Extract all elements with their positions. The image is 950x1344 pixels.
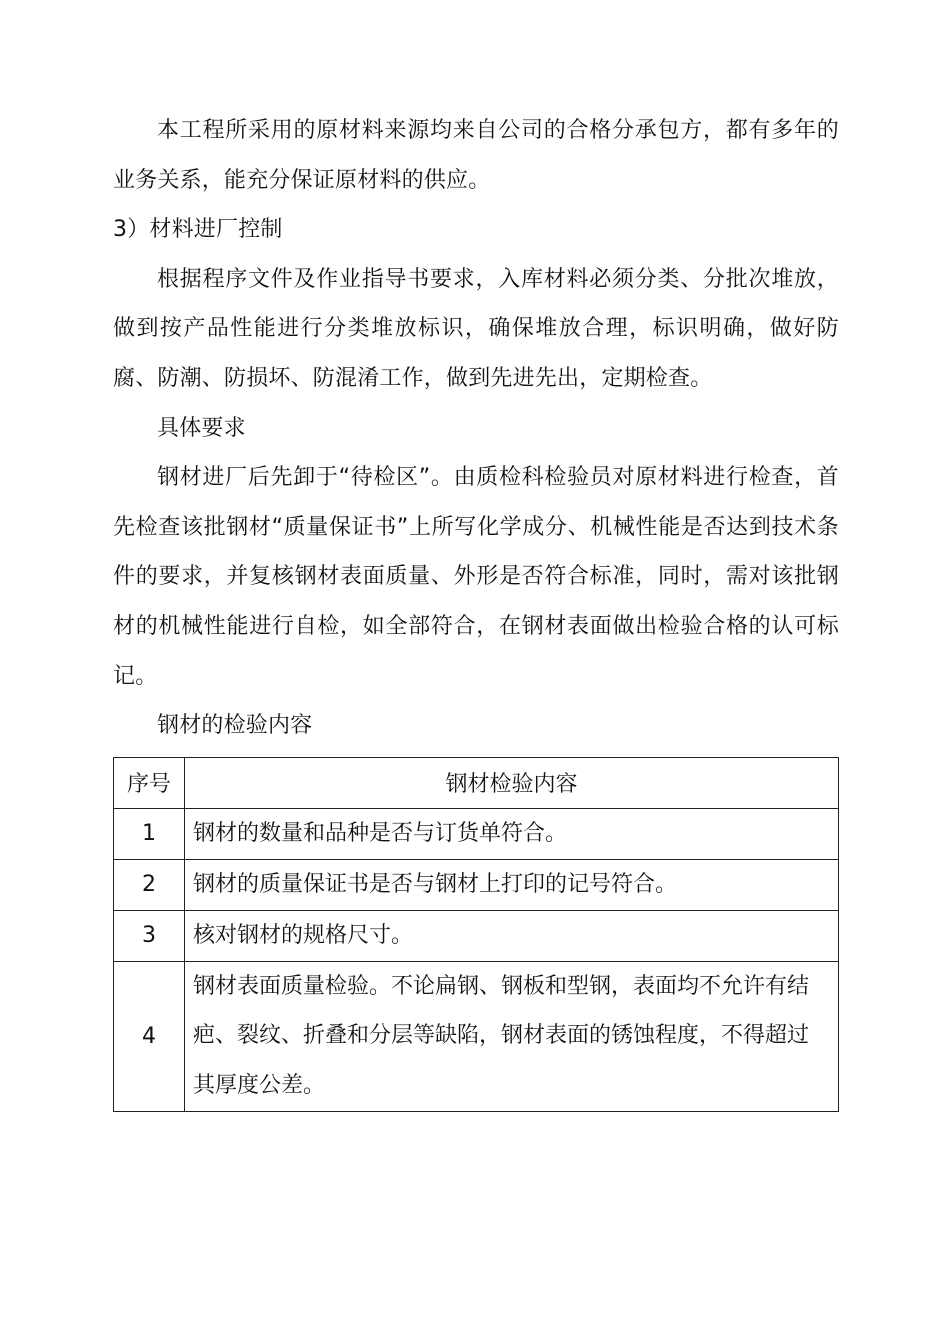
header-serial-number: 序号 xyxy=(114,757,185,808)
row-number: 4 xyxy=(114,961,185,1111)
table-row xyxy=(114,961,839,1111)
paragraph-raw-material-source: 本工程所采用的原材料来源均来自公司的合格分承包方，都有多年的业务关系，能充分保证原材料的供应。 xyxy=(113,118,839,193)
subheading-specific-requirements: 具体要求 xyxy=(157,415,246,441)
table-caption: 钢材的检验内容 xyxy=(157,713,313,739)
document-page xyxy=(113,106,839,1112)
row-content: 钢材的数量和品种是否与订货单符合。 xyxy=(185,808,839,859)
table-row xyxy=(114,910,839,961)
header-inspection-content: 钢材检验内容 xyxy=(185,757,839,808)
paragraph-storage-requirements: 根据程序文件及作业指导书要求，入库材料必须分类、分批次堆放，做到按产品性能进行分类堆放标识，确保堆放合理，标识明确，做好防腐、防潮、防损坏、防混淆工作，做到先进先出，定期检查。 xyxy=(113,266,839,391)
table-header-row xyxy=(114,757,839,808)
row-content: 钢材的质量保证书是否与钢材上打印的记号符合。 xyxy=(185,859,839,910)
row-content: 钢材表面质量检验。不论扁钢、钢板和型钢，表面均不允许有结疤、裂纹、折叠和分层等缺陷，钢材表面的锈蚀程度，不得超过其厚度公差。 xyxy=(185,961,839,1111)
section-heading-material-entry-control: 3）材料进厂控制 xyxy=(113,217,283,243)
table-row xyxy=(114,859,839,910)
paragraph-steel-inspection-procedure: 钢材进厂后先卸于“待检区”。由质检科检验员对原材料进行检查，首先检查该批钢材“质量保证书”上所写化学成分、机械性能是否达到技术条件的要求，并复核钢材表面质量、外形是否符合标准，同时，需对该批钢材的机械性能进行自检，如全部符合，在钢材表面做出检验合格的认可标记。 xyxy=(113,465,839,689)
row-content: 核对钢材的规格尺寸。 xyxy=(185,910,839,961)
inspection-table xyxy=(113,757,839,1112)
table-row xyxy=(114,808,839,859)
row-number: 1 xyxy=(114,808,185,859)
row-number: 2 xyxy=(114,859,185,910)
row-number: 3 xyxy=(114,910,185,961)
